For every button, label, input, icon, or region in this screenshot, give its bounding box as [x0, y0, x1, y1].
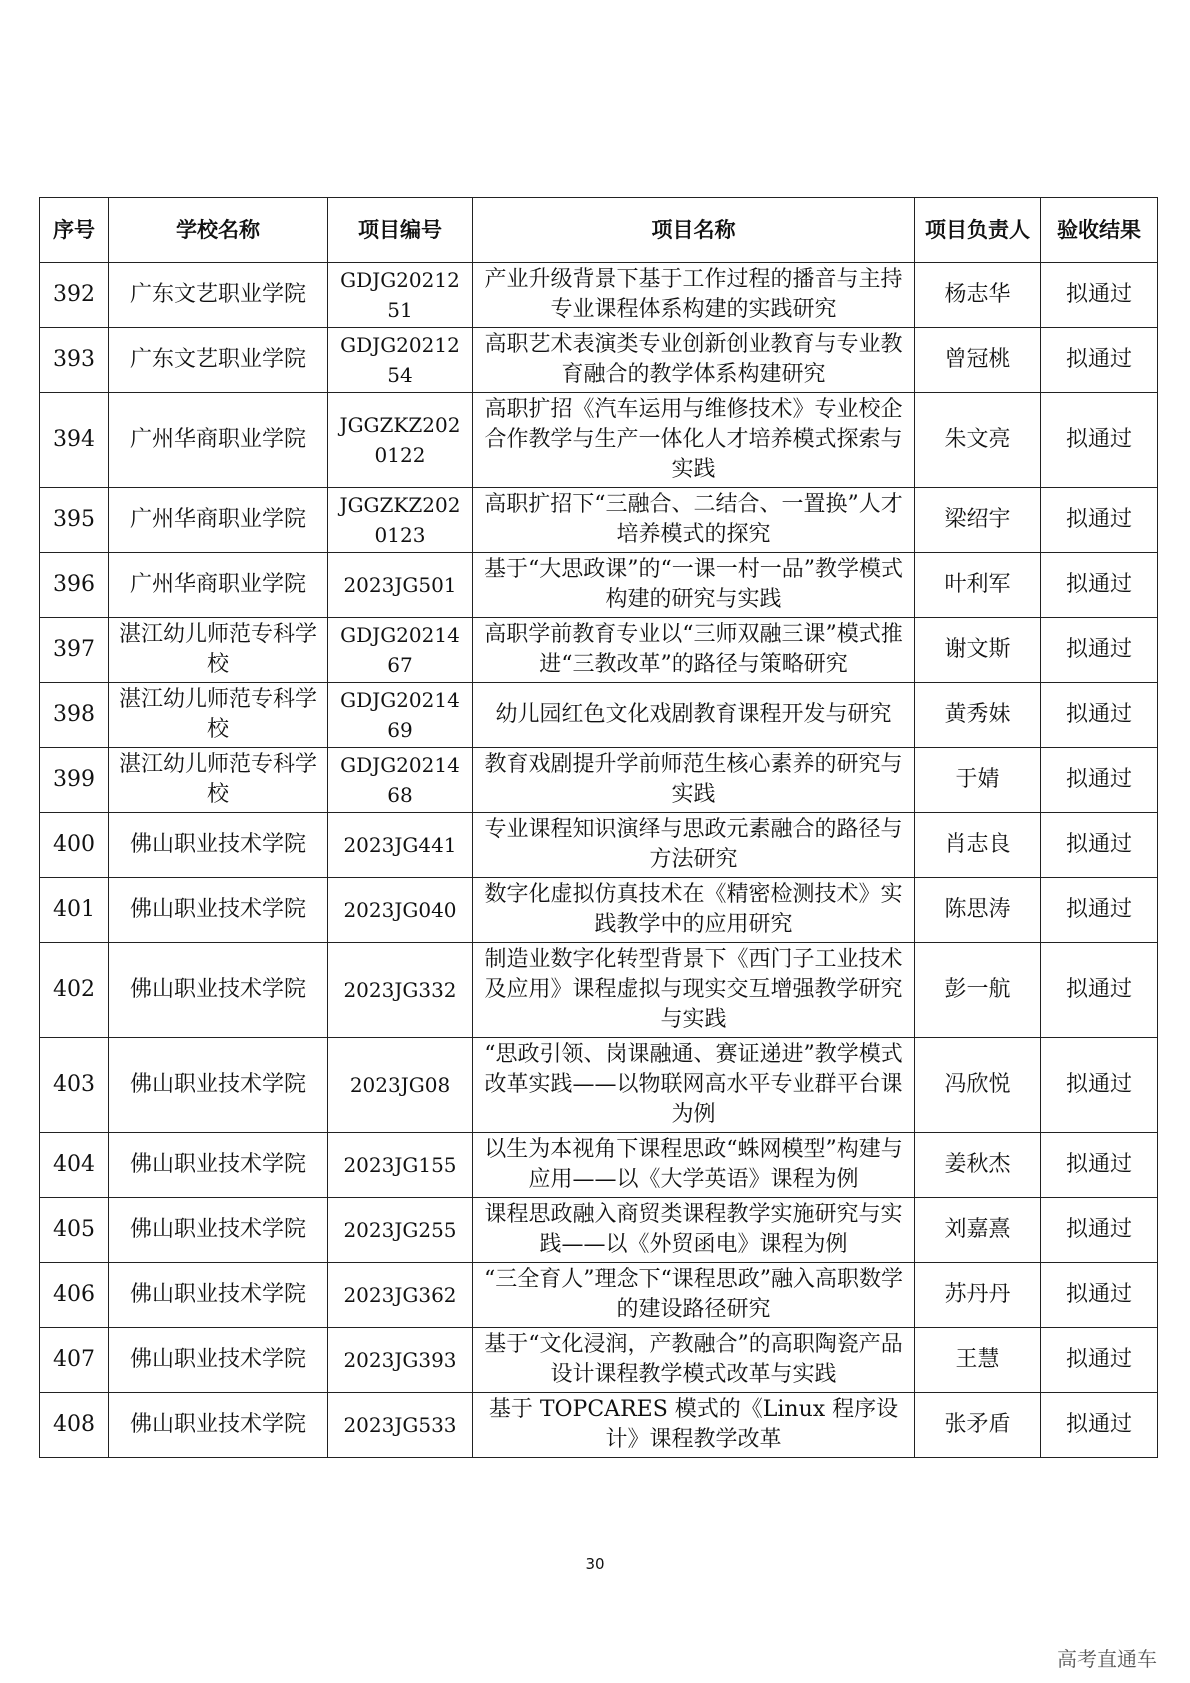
cell-no: 396	[40, 553, 109, 618]
cell-no: 402	[40, 943, 109, 1038]
cell-no: 407	[40, 1328, 109, 1393]
cell-school: 佛山职业技术学院	[109, 1263, 328, 1328]
cell-result: 拟通过	[1041, 748, 1158, 813]
cell-title: 高职学前教育专业以“三师双融三课”模式推进“三教改革”的路径与策略研究	[473, 618, 915, 683]
cell-no: 405	[40, 1198, 109, 1263]
cell-result: 拟通过	[1041, 943, 1158, 1038]
header-title: 项目名称	[473, 198, 915, 263]
cell-no: 400	[40, 813, 109, 878]
table-row	[40, 553, 1158, 618]
cell-title: “思政引领、岗课融通、赛证递进”教学模式改革实践——以物联网高水平专业群平台课为例	[473, 1038, 915, 1133]
cell-no: 398	[40, 683, 109, 748]
cell-code: 2023JG441	[328, 813, 473, 878]
table-row	[40, 1038, 1158, 1133]
cell-no: 392	[40, 263, 109, 328]
cell-leader: 朱文亮	[915, 393, 1041, 488]
cell-school: 佛山职业技术学院	[109, 943, 328, 1038]
table-row	[40, 488, 1158, 553]
cell-code: 2023JG533	[328, 1393, 473, 1458]
cell-leader: 王慧	[915, 1328, 1041, 1393]
cell-title: 产业升级背景下基于工作过程的播音与主持专业课程体系构建的实践研究	[473, 263, 915, 328]
cell-title: 数字化虚拟仿真技术在《精密检测技术》实践教学中的应用研究	[473, 878, 915, 943]
cell-no: 397	[40, 618, 109, 683]
header-code: 项目编号	[328, 198, 473, 263]
cell-school: 湛江幼儿师范专科学校	[109, 683, 328, 748]
cell-title: 高职扩招下“三融合、二结合、一置换”人才培养模式的探究	[473, 488, 915, 553]
cell-no: 399	[40, 748, 109, 813]
cell-code: JGGZKZ2020123	[328, 488, 473, 553]
cell-leader: 于婧	[915, 748, 1041, 813]
cell-leader: 肖志良	[915, 813, 1041, 878]
cell-result: 拟通过	[1041, 488, 1158, 553]
cell-result: 拟通过	[1041, 263, 1158, 328]
cell-result: 拟通过	[1041, 328, 1158, 393]
cell-school: 广东文艺职业学院	[109, 263, 328, 328]
table-row	[40, 813, 1158, 878]
cell-no: 406	[40, 1263, 109, 1328]
cell-leader: 杨志华	[915, 263, 1041, 328]
cell-title: “三全育人”理念下“课程思政”融入高职数学的建设路径研究	[473, 1263, 915, 1328]
cell-title: 高职扩招《汽车运用与维修技术》专业校企合作教学与生产一体化人才培养模式探索与实践	[473, 393, 915, 488]
table-row	[40, 878, 1158, 943]
cell-code: GDJG2021254	[328, 328, 473, 393]
table-row	[40, 1393, 1158, 1458]
table-header-row	[40, 198, 1158, 263]
cell-result: 拟通过	[1041, 813, 1158, 878]
cell-no: 393	[40, 328, 109, 393]
table-row	[40, 328, 1158, 393]
cell-no: 401	[40, 878, 109, 943]
cell-leader: 叶利军	[915, 553, 1041, 618]
cell-code: 2023JG362	[328, 1263, 473, 1328]
cell-no: 403	[40, 1038, 109, 1133]
cell-school: 佛山职业技术学院	[109, 1133, 328, 1198]
header-result: 验收结果	[1041, 198, 1158, 263]
cell-leader: 苏丹丹	[915, 1263, 1041, 1328]
table-row	[40, 1263, 1158, 1328]
cell-school: 佛山职业技术学院	[109, 1038, 328, 1133]
cell-title: 制造业数字化转型背景下《西门子工业技术及应用》课程虚拟与现实交互增强教学研究与实践	[473, 943, 915, 1038]
cell-leader: 黄秀妹	[915, 683, 1041, 748]
header-no: 序号	[40, 198, 109, 263]
table-row	[40, 943, 1158, 1038]
cell-no: 394	[40, 393, 109, 488]
cell-leader: 谢文斯	[915, 618, 1041, 683]
page-number: 30	[585, 1555, 605, 1573]
header-school: 学校名称	[109, 198, 328, 263]
cell-title: 基于“文化浸润，产教融合”的高职陶瓷产品设计课程教学模式改革与实践	[473, 1328, 915, 1393]
cell-code: 2023JG08	[328, 1038, 473, 1133]
cell-result: 拟通过	[1041, 1328, 1158, 1393]
cell-title: 高职艺术表演类专业创新创业教育与专业教育融合的教学体系构建研究	[473, 328, 915, 393]
cell-leader: 冯欣悦	[915, 1038, 1041, 1133]
cell-result: 拟通过	[1041, 1038, 1158, 1133]
cell-school: 佛山职业技术学院	[109, 878, 328, 943]
cell-code: 2023JG332	[328, 943, 473, 1038]
cell-code: 2023JG040	[328, 878, 473, 943]
cell-school: 广州华商职业学院	[109, 553, 328, 618]
cell-title: 基于 TOPCARES 模式的《Linux 程序设计》课程教学改革	[473, 1393, 915, 1458]
cell-school: 广州华商职业学院	[109, 393, 328, 488]
cell-result: 拟通过	[1041, 553, 1158, 618]
cell-code: GDJG2021467	[328, 618, 473, 683]
cell-result: 拟通过	[1041, 618, 1158, 683]
cell-result: 拟通过	[1041, 1133, 1158, 1198]
table-row	[40, 748, 1158, 813]
cell-code: GDJG2021469	[328, 683, 473, 748]
cell-title: 幼儿园红色文化戏剧教育课程开发与研究	[473, 683, 915, 748]
cell-result: 拟通过	[1041, 393, 1158, 488]
cell-leader: 曾冠桃	[915, 328, 1041, 393]
cell-no: 408	[40, 1393, 109, 1458]
cell-school: 湛江幼儿师范专科学校	[109, 618, 328, 683]
cell-school: 佛山职业技术学院	[109, 1328, 328, 1393]
cell-school: 湛江幼儿师范专科学校	[109, 748, 328, 813]
table-body	[40, 263, 1158, 1458]
cell-code: 2023JG155	[328, 1133, 473, 1198]
cell-leader: 刘嘉熹	[915, 1198, 1041, 1263]
project-table	[39, 197, 1158, 1458]
cell-code: 2023JG393	[328, 1328, 473, 1393]
table-row	[40, 263, 1158, 328]
table-row	[40, 683, 1158, 748]
header-leader: 项目负责人	[915, 198, 1041, 263]
cell-title: 课程思政融入商贸类课程教学实施研究与实践——以《外贸函电》课程为例	[473, 1198, 915, 1263]
table-row	[40, 1198, 1158, 1263]
cell-code: 2023JG255	[328, 1198, 473, 1263]
watermark: 高考直通车	[1057, 1647, 1157, 1671]
cell-code: 2023JG501	[328, 553, 473, 618]
cell-school: 广东文艺职业学院	[109, 328, 328, 393]
cell-result: 拟通过	[1041, 1198, 1158, 1263]
table-row	[40, 618, 1158, 683]
cell-leader: 张矛盾	[915, 1393, 1041, 1458]
cell-no: 395	[40, 488, 109, 553]
cell-result: 拟通过	[1041, 878, 1158, 943]
cell-title: 基于“大思政课”的“一课一村一品”教学模式构建的研究与实践	[473, 553, 915, 618]
cell-result: 拟通过	[1041, 1263, 1158, 1328]
cell-leader: 彭一航	[915, 943, 1041, 1038]
cell-leader: 梁绍宇	[915, 488, 1041, 553]
cell-code: GDJG2021251	[328, 263, 473, 328]
cell-result: 拟通过	[1041, 683, 1158, 748]
cell-title: 专业课程知识演绎与思政元素融合的路径与方法研究	[473, 813, 915, 878]
cell-code: GDJG2021468	[328, 748, 473, 813]
cell-school: 佛山职业技术学院	[109, 813, 328, 878]
cell-no: 404	[40, 1133, 109, 1198]
table-row	[40, 1133, 1158, 1198]
table-row	[40, 1328, 1158, 1393]
cell-school: 佛山职业技术学院	[109, 1393, 328, 1458]
cell-leader: 陈思涛	[915, 878, 1041, 943]
cell-title: 教育戏剧提升学前师范生核心素养的研究与实践	[473, 748, 915, 813]
cell-school: 佛山职业技术学院	[109, 1198, 328, 1263]
cell-code: JGGZKZ2020122	[328, 393, 473, 488]
cell-leader: 姜秋杰	[915, 1133, 1041, 1198]
cell-result: 拟通过	[1041, 1393, 1158, 1458]
cell-title: 以生为本视角下课程思政“蛛网模型”构建与应用——以《大学英语》课程为例	[473, 1133, 915, 1198]
cell-school: 广州华商职业学院	[109, 488, 328, 553]
table-row	[40, 393, 1158, 488]
